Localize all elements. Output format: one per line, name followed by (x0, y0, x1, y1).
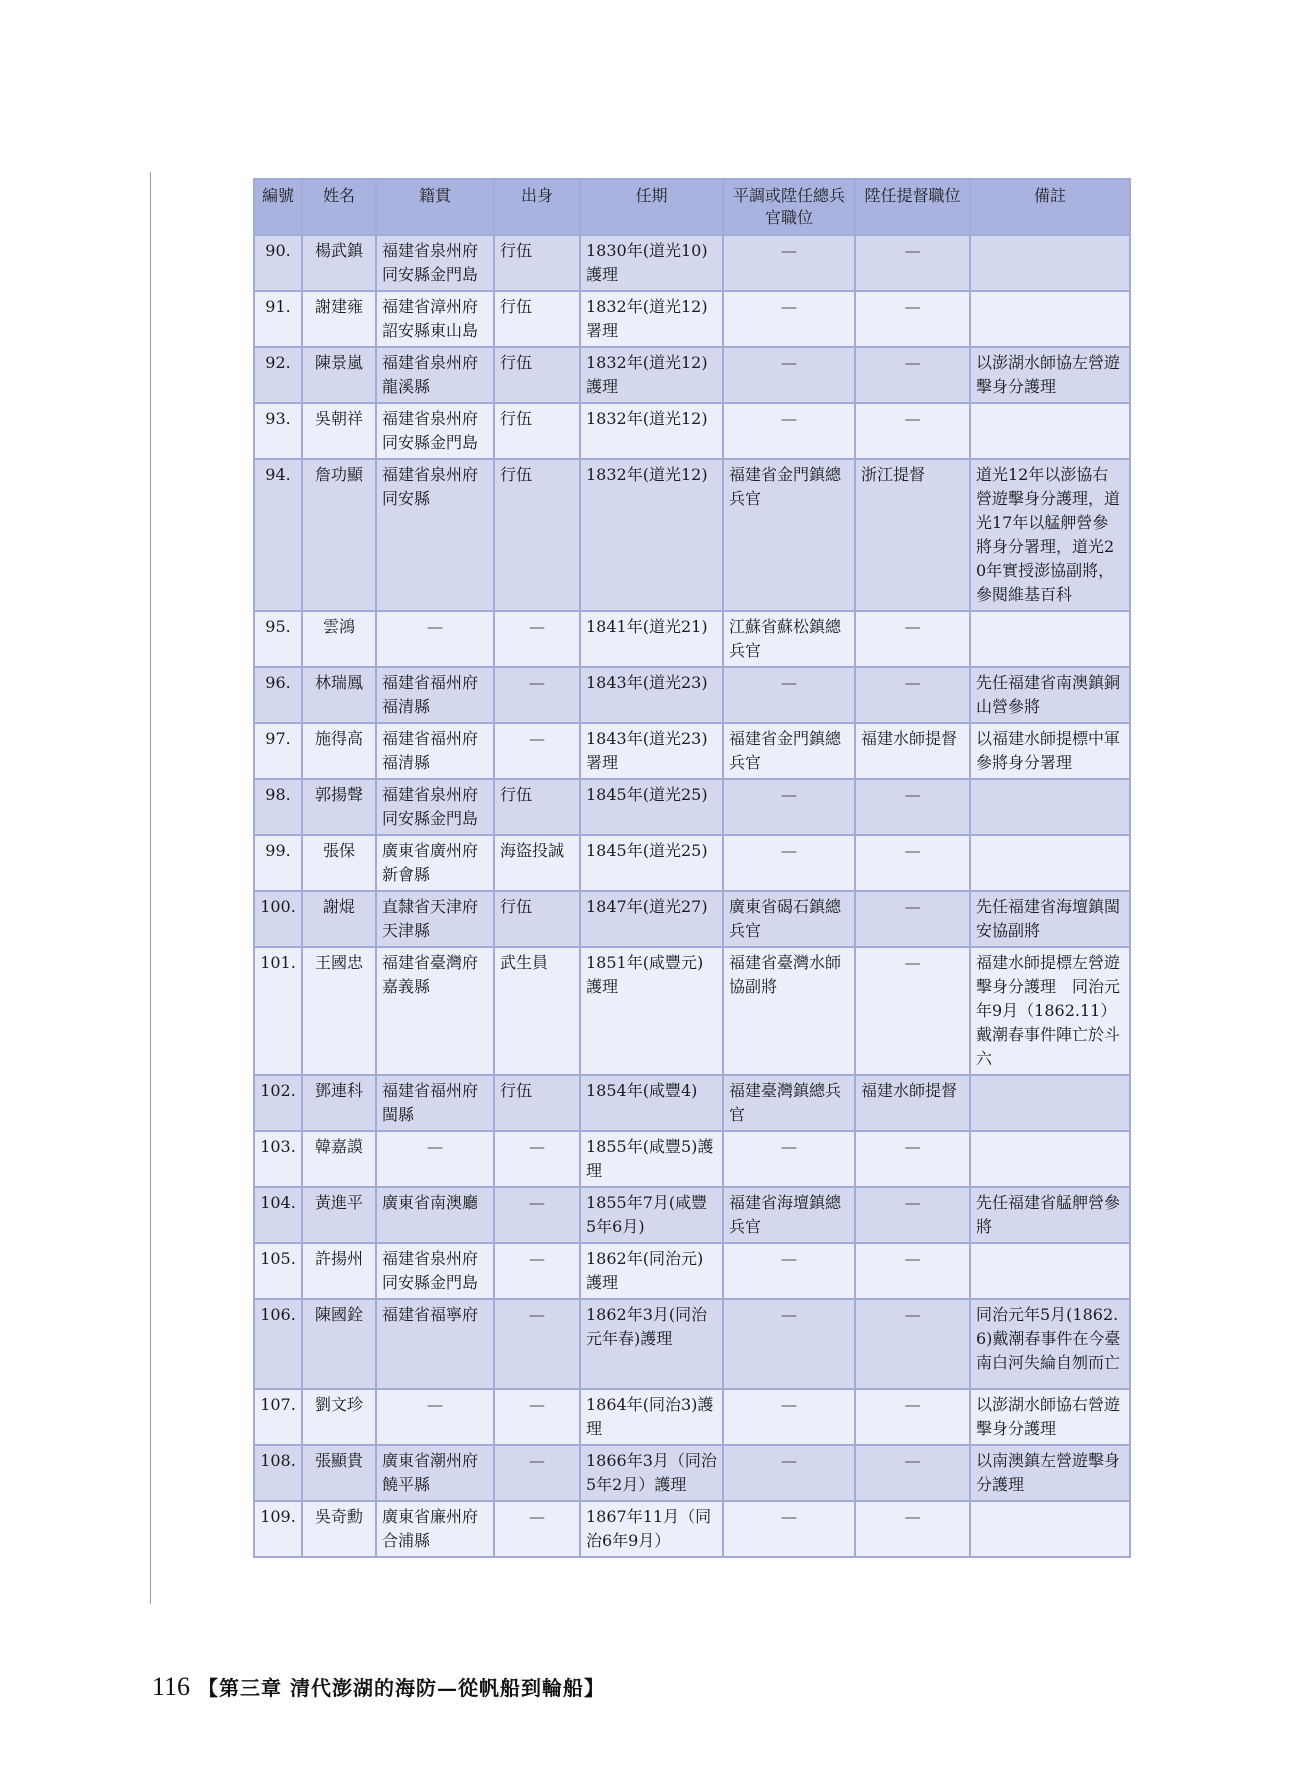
cell-origin: 福建省臺灣府嘉義縣 (376, 947, 494, 1075)
cell-remarks (970, 291, 1130, 347)
table-row (254, 235, 1130, 291)
cell-remarks: 以南澳鎮左營遊擊身分護理 (970, 1445, 1130, 1501)
cell-number: 109. (254, 1501, 302, 1557)
cell-term: 1845年(道光25) (580, 779, 723, 835)
cell-remarks: 先任福建省艋舺營參將 (970, 1187, 1130, 1243)
cell-background: 武生員 (494, 947, 580, 1075)
cell-origin: 福建省泉州府龍溪縣 (376, 347, 494, 403)
cell-term: 1843年(道光23)署理 (580, 723, 723, 779)
cell-remarks (970, 1075, 1130, 1131)
cell-number: 97. (254, 723, 302, 779)
margin-rule (150, 172, 151, 1604)
cell-background: — (494, 1243, 580, 1299)
cell-remarks: 道光12年以澎協右營遊擊身分護理，道光17年以艋舺營參將身分署理，道光20年實授澎協副將，參閱維基百科 (970, 459, 1130, 611)
cell-transfer-post: 福建臺灣鎮總兵官 (723, 1075, 855, 1131)
cell-term: 1862年(同治元)護理 (580, 1243, 723, 1299)
officers-table (253, 178, 1131, 1558)
cell-origin: 廣東省廣州府新會縣 (376, 835, 494, 891)
cell-name: 詹功顯 (302, 459, 376, 611)
table-header-row (254, 179, 1130, 235)
cell-promotion-post: — (855, 667, 970, 723)
cell-background: — (494, 723, 580, 779)
cell-name: 郭揚聲 (302, 779, 376, 835)
cell-promotion-post: — (855, 1501, 970, 1557)
cell-remarks: 福建水師提標左營遊擊身分護理 同治元年9月（1862.11）戴潮春事件陣亡於斗六 (970, 947, 1130, 1075)
table-row (254, 291, 1130, 347)
cell-number: 106. (254, 1299, 302, 1389)
cell-name: 鄧連科 (302, 1075, 376, 1131)
table-row (254, 947, 1130, 1075)
cell-promotion-post: — (855, 403, 970, 459)
cell-name: 雲鴻 (302, 611, 376, 667)
cell-number: 102. (254, 1075, 302, 1131)
cell-number: 104. (254, 1187, 302, 1243)
table-row (254, 1389, 1130, 1445)
cell-transfer-post: 江蘇省蘇松鎮總兵官 (723, 611, 855, 667)
header-background: 出身 (494, 179, 580, 235)
cell-promotion-post: — (855, 611, 970, 667)
cell-name: 陳國銓 (302, 1299, 376, 1389)
cell-number: 108. (254, 1445, 302, 1501)
cell-promotion-post: — (855, 1299, 970, 1389)
header-term: 任期 (580, 179, 723, 235)
cell-background: 行伍 (494, 347, 580, 403)
cell-transfer-post: — (723, 291, 855, 347)
cell-transfer-post: 福建省海壇鎮總兵官 (723, 1187, 855, 1243)
cell-promotion-post: — (855, 291, 970, 347)
cell-origin: — (376, 1131, 494, 1187)
header-origin: 籍貫 (376, 179, 494, 235)
cell-name: 吳奇勳 (302, 1501, 376, 1557)
cell-background: 行伍 (494, 891, 580, 947)
cell-remarks (970, 1501, 1130, 1557)
cell-name: 張顯貴 (302, 1445, 376, 1501)
cell-number: 107. (254, 1389, 302, 1445)
cell-promotion-post: — (855, 347, 970, 403)
cell-term: 1845年(道光25) (580, 835, 723, 891)
cell-remarks (970, 611, 1130, 667)
cell-name: 林瑞鳳 (302, 667, 376, 723)
cell-origin: 福建省泉州府同安縣金門島 (376, 235, 494, 291)
cell-promotion-post: — (855, 891, 970, 947)
cell-transfer-post: 廣東省碣石鎮總兵官 (723, 891, 855, 947)
cell-promotion-post: — (855, 1445, 970, 1501)
cell-transfer-post: — (723, 1299, 855, 1389)
cell-promotion-post: — (855, 835, 970, 891)
cell-background: 行伍 (494, 459, 580, 611)
cell-promotion-post: — (855, 947, 970, 1075)
cell-transfer-post: 福建省金門鎮總兵官 (723, 459, 855, 611)
cell-term: 1866年3月（同治5年2月）護理 (580, 1445, 723, 1501)
cell-term: 1832年(道光12)署理 (580, 291, 723, 347)
cell-transfer-post: — (723, 1389, 855, 1445)
cell-term: 1855年7月(咸豐5年6月) (580, 1187, 723, 1243)
cell-term: 1841年(道光21) (580, 611, 723, 667)
cell-remarks (970, 779, 1130, 835)
cell-remarks: 以澎湖水師協左營遊擊身分護理 (970, 347, 1130, 403)
cell-origin: — (376, 611, 494, 667)
table-row (254, 1243, 1130, 1299)
cell-transfer-post: — (723, 667, 855, 723)
table-row (254, 891, 1130, 947)
table-row (254, 611, 1130, 667)
cell-promotion-post: 福建水師提督 (855, 723, 970, 779)
table-row (254, 779, 1130, 835)
header-transfer-post: 平調或陞任總兵官職位 (723, 179, 855, 235)
cell-background: — (494, 1187, 580, 1243)
header-number: 編號 (254, 179, 302, 235)
cell-remarks (970, 403, 1130, 459)
cell-origin: — (376, 1389, 494, 1445)
table-row (254, 1187, 1130, 1243)
cell-term: 1862年3月(同治元年春)護理 (580, 1299, 723, 1389)
cell-term: 1864年(同治3)護理 (580, 1389, 723, 1445)
table-row (254, 347, 1130, 403)
cell-remarks (970, 235, 1130, 291)
cell-number: 98. (254, 779, 302, 835)
header-name: 姓名 (302, 179, 376, 235)
cell-name: 施得高 (302, 723, 376, 779)
cell-origin: 福建省福寧府 (376, 1299, 494, 1389)
cell-number: 100. (254, 891, 302, 947)
cell-origin: 廣東省潮州府饒平縣 (376, 1445, 494, 1501)
cell-background: 行伍 (494, 235, 580, 291)
cell-background: — (494, 1299, 580, 1389)
cell-number: 105. (254, 1243, 302, 1299)
cell-remarks (970, 1131, 1130, 1187)
cell-transfer-post: 福建省臺灣水師協副將 (723, 947, 855, 1075)
cell-term: 1832年(道光12) (580, 459, 723, 611)
cell-promotion-post: — (855, 235, 970, 291)
cell-number: 101. (254, 947, 302, 1075)
cell-background: — (494, 1445, 580, 1501)
cell-name: 韓嘉謨 (302, 1131, 376, 1187)
cell-number: 92. (254, 347, 302, 403)
cell-number: 93. (254, 403, 302, 459)
cell-origin: 福建省泉州府同安縣金門島 (376, 403, 494, 459)
cell-origin: 福建省泉州府同安縣 (376, 459, 494, 611)
cell-term: 1847年(道光27) (580, 891, 723, 947)
cell-promotion-post: — (855, 1243, 970, 1299)
cell-number: 96. (254, 667, 302, 723)
cell-background: — (494, 1389, 580, 1445)
cell-transfer-post: 福建省金門鎮總兵官 (723, 723, 855, 779)
cell-origin: 福建省福州府福清縣 (376, 723, 494, 779)
cell-transfer-post: — (723, 403, 855, 459)
table-row (254, 1131, 1130, 1187)
chapter-title: 【第三章 清代澎湖的海防—從帆船到輪船】 (198, 1676, 606, 1700)
cell-remarks: 以澎湖水師協右營遊擊身分護理 (970, 1389, 1130, 1445)
cell-name: 劉文珍 (302, 1389, 376, 1445)
cell-name: 張保 (302, 835, 376, 891)
cell-remarks: 以福建水師提標中軍參將身分署理 (970, 723, 1130, 779)
cell-remarks: 先任福建省海壇鎮閩安協副將 (970, 891, 1130, 947)
cell-name: 謝建雍 (302, 291, 376, 347)
cell-transfer-post: — (723, 1501, 855, 1557)
cell-term: 1855年(咸豐5)護理 (580, 1131, 723, 1187)
cell-transfer-post: — (723, 235, 855, 291)
cell-origin: 福建省泉州府同安縣金門島 (376, 1243, 494, 1299)
table-row (254, 1501, 1130, 1557)
cell-number: 90. (254, 235, 302, 291)
cell-origin: 福建省漳州府詔安縣東山島 (376, 291, 494, 347)
cell-remarks (970, 1243, 1130, 1299)
cell-promotion-post: — (855, 1389, 970, 1445)
cell-remarks (970, 835, 1130, 891)
cell-background: — (494, 611, 580, 667)
table-row (254, 459, 1130, 611)
cell-promotion-post: 浙江提督 (855, 459, 970, 611)
page-footer (152, 1672, 605, 1702)
cell-transfer-post: — (723, 347, 855, 403)
table-row (254, 1299, 1130, 1389)
cell-number: 94. (254, 459, 302, 611)
header-remarks: 備註 (970, 179, 1130, 235)
cell-term: 1830年(道光10)護理 (580, 235, 723, 291)
cell-promotion-post: — (855, 1131, 970, 1187)
cell-name: 許揚州 (302, 1243, 376, 1299)
cell-name: 楊武鎮 (302, 235, 376, 291)
header-promotion-post: 陞任提督職位 (855, 179, 970, 235)
cell-term: 1854年(咸豐4) (580, 1075, 723, 1131)
table-row (254, 1445, 1130, 1501)
table-row (254, 403, 1130, 459)
cell-transfer-post: — (723, 779, 855, 835)
table-row (254, 835, 1130, 891)
cell-background: — (494, 1131, 580, 1187)
cell-transfer-post: — (723, 1243, 855, 1299)
cell-origin: 廣東省南澳廳 (376, 1187, 494, 1243)
cell-term: 1832年(道光12) (580, 403, 723, 459)
cell-transfer-post: — (723, 1445, 855, 1501)
cell-origin: 福建省泉州府同安縣金門島 (376, 779, 494, 835)
cell-promotion-post: — (855, 1187, 970, 1243)
cell-name: 吳朝祥 (302, 403, 376, 459)
cell-number: 103. (254, 1131, 302, 1187)
table-row (254, 723, 1130, 779)
table-body (254, 235, 1130, 1557)
cell-term: 1843年(道光23) (580, 667, 723, 723)
cell-promotion-post: — (855, 779, 970, 835)
table-row (254, 667, 1130, 723)
cell-name: 謝焜 (302, 891, 376, 947)
cell-background: 行伍 (494, 779, 580, 835)
cell-transfer-post: — (723, 835, 855, 891)
cell-background: 海盜投誠 (494, 835, 580, 891)
cell-term: 1851年(咸豐元)護理 (580, 947, 723, 1075)
cell-origin: 福建省福州府福清縣 (376, 667, 494, 723)
cell-background: 行伍 (494, 291, 580, 347)
cell-remarks: 先任福建省南澳鎮銅山營參將 (970, 667, 1130, 723)
cell-number: 91. (254, 291, 302, 347)
cell-remarks: 同治元年5月(1862.6)戴潮春事件在今臺南白河失綸自刎而亡 (970, 1299, 1130, 1389)
cell-term: 1867年11月（同治6年9月） (580, 1501, 723, 1557)
cell-background: 行伍 (494, 403, 580, 459)
cell-background: — (494, 1501, 580, 1557)
cell-name: 黃進平 (302, 1187, 376, 1243)
cell-origin: 廣東省廉州府合浦縣 (376, 1501, 494, 1557)
cell-background: — (494, 667, 580, 723)
cell-origin: 直隸省天津府天津縣 (376, 891, 494, 947)
cell-promotion-post: 福建水師提督 (855, 1075, 970, 1131)
table-row (254, 1075, 1130, 1131)
cell-name: 王國忠 (302, 947, 376, 1075)
cell-number: 99. (254, 835, 302, 891)
page-number: 116 (152, 1672, 191, 1701)
cell-name: 陳景嵐 (302, 347, 376, 403)
cell-background: 行伍 (494, 1075, 580, 1131)
cell-transfer-post: — (723, 1131, 855, 1187)
cell-number: 95. (254, 611, 302, 667)
cell-term: 1832年(道光12)護理 (580, 347, 723, 403)
cell-origin: 福建省福州府閩縣 (376, 1075, 494, 1131)
